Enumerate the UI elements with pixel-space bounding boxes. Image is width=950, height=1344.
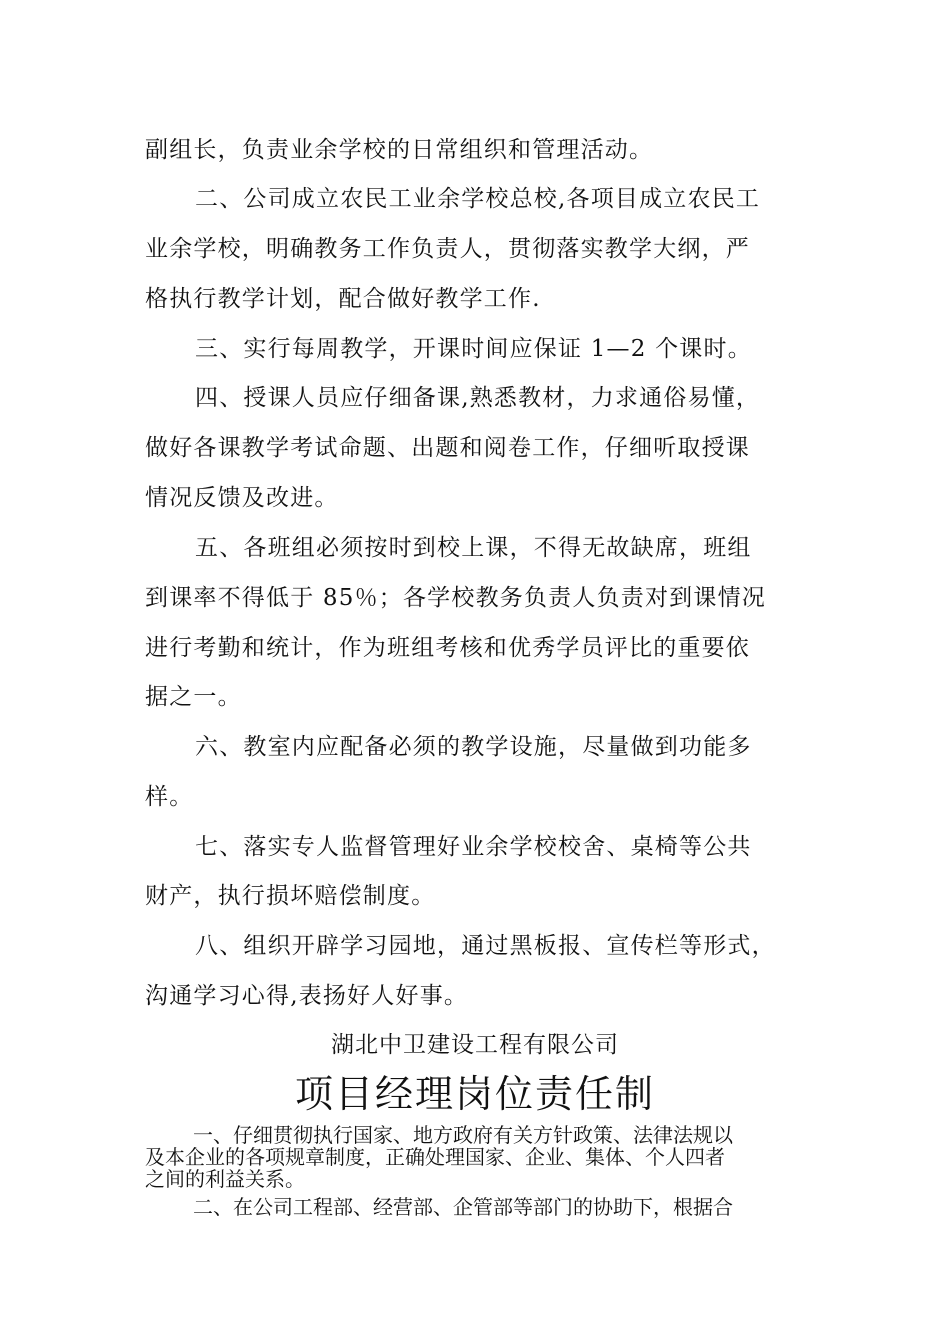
paragraph-line: 及本企业的各项规章制度，正确处理国家、企业、集体、个人四者: [145, 1145, 725, 1169]
paragraph-line: 财产，执行损坏赔偿制度。: [145, 883, 436, 909]
paragraph-line: 之间的利益关系。: [145, 1167, 305, 1191]
paragraph-line: 格执行教学计划，配合做好教学工作.: [145, 286, 541, 312]
paragraph-line: 四、授课人员应仔细备课,熟悉教材，力求通俗易懂，: [195, 385, 761, 411]
paragraph-line: 二、公司成立农民工业余学校总校,各项目成立农民工: [195, 186, 761, 212]
paragraph-line: 沟通学习心得,表扬好人好事。: [145, 983, 469, 1009]
paragraph-line: 七、落实专人监督管理好业余学校校舍、桌椅等公共: [195, 834, 752, 860]
paragraph-line: 三、实行每周教学，开课时间应保证 1—2 个课时。: [195, 336, 752, 362]
paragraph-line: 样。: [145, 784, 194, 810]
company-name: 湖北中卫建设工程有限公司: [331, 1032, 619, 1058]
paragraph-line: 二、在公司工程部、经营部、企管部等部门的协助下，根据合: [193, 1195, 733, 1219]
paragraph-line: 八、组织开辟学习园地，通过黑板报、宣传栏等形式，: [195, 933, 776, 959]
paragraph-line: 情况反馈及改进。: [145, 485, 339, 511]
paragraph-line: 六、教室内应配备必须的教学设施，尽量做到功能多: [195, 734, 752, 760]
paragraph-line: 业余学校，明确教务工作负责人，贯彻落实教学大纲，严: [145, 236, 750, 262]
paragraph-line: 进行考勤和统计，作为班组考核和优秀学员评比的重要依: [145, 635, 750, 661]
paragraph-line: 做好各课教学考试命题、出题和阅卷工作，仔细听取授课: [145, 435, 750, 461]
paragraph-line: 到课率不得低于 85％；各学校教务负责人负责对到课情况: [145, 585, 766, 611]
paragraph-line: 据之一。: [145, 684, 242, 710]
paragraph-line: 五、各班组必须按时到校上课，不得无故缺席，班组: [195, 535, 752, 561]
paragraph-line: 一、仔细贯彻执行国家、地方政府有关方针政策、法律法规以: [193, 1123, 733, 1147]
section-title: 项目经理岗位责任制: [294, 1072, 655, 1116]
paragraph-line: 副组长，负责业余学校的日常组织和管理活动。: [145, 137, 654, 163]
